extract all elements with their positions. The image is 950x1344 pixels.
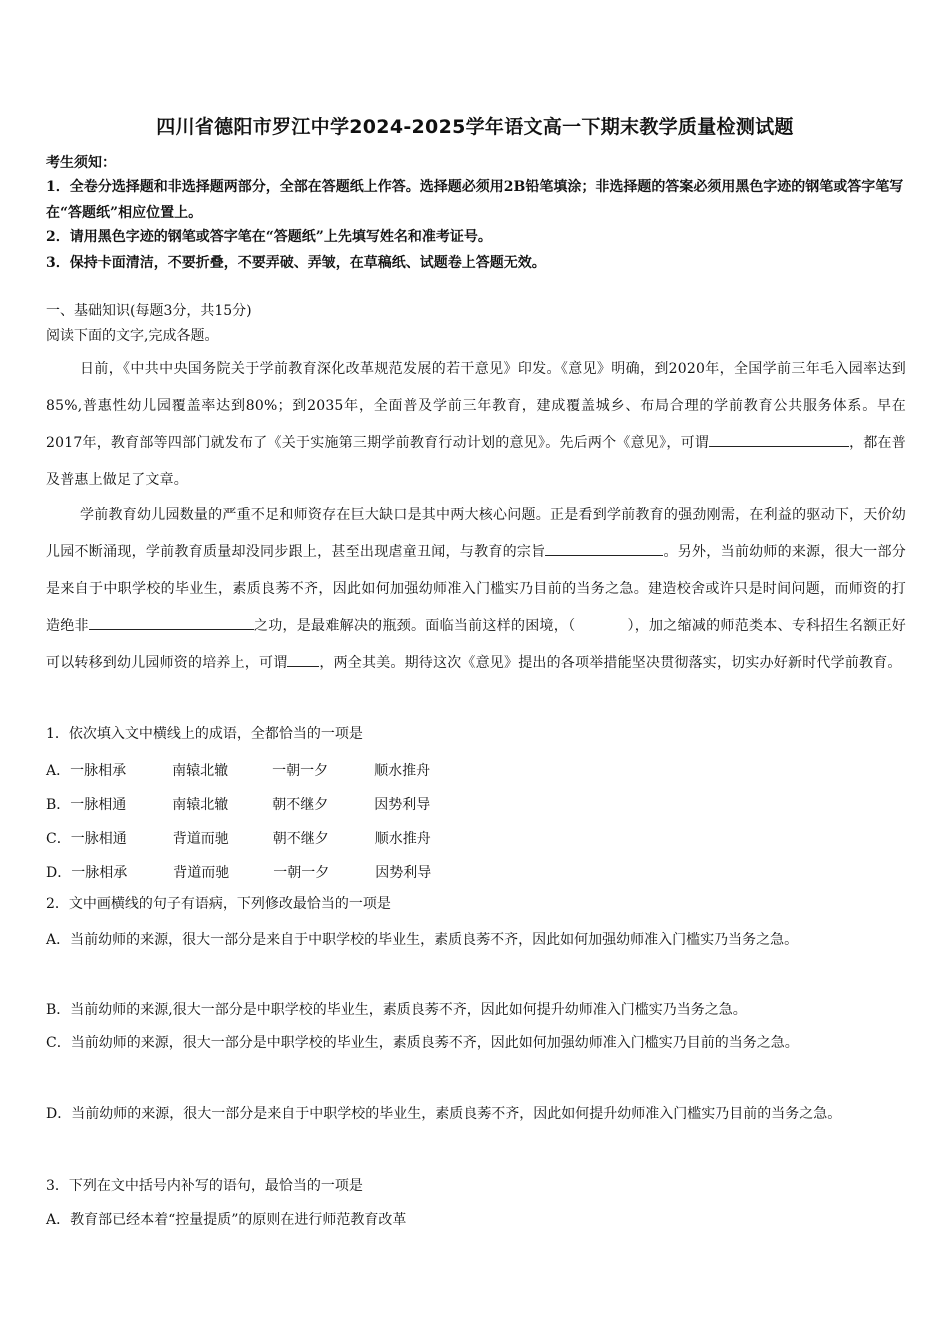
option-item: 一脉相通 (70, 797, 127, 813)
fill-blank-3 (89, 615, 254, 630)
question-2-option-a: A．当前幼师的来源，很大一部分是来自于中职学校的毕业生，素质良莠不齐，因此如何加强幼师准入门槛实乃当务之急。 (46, 932, 799, 948)
option-item: 一朝一夕 (272, 763, 329, 779)
option-item: 南辕北辙 (172, 797, 229, 813)
option-item: 因势利导 (374, 797, 431, 813)
passage-paragraph-2 (46, 497, 906, 682)
notice-item-3: 3．保持卡面清洁，不要折叠，不要弄破、弄皱，在草稿纸、试题卷上答题无效。 (46, 255, 546, 271)
option-label: C． (46, 831, 71, 847)
option-item: 一朝一夕 (273, 865, 330, 881)
option-item: 一脉相通 (70, 831, 127, 847)
notice-item-2: 2．请用黑色字迹的钢笔或答字笔在“答题纸”上先填写姓名和准考证号。 (46, 229, 492, 245)
question-2-option-c: C．当前幼师的来源，很大一部分是中职学校的毕业生，素质良莠不齐，因此如何加强幼师准入门槛实乃目前的当务之急。 (46, 1035, 799, 1051)
notice-item-1: 1．全卷分选择题和非选择题两部分，全部在答题纸上作答。选择题必须用2B铅笔填涂；非选择题的答案必须用黑色字迹的钢笔或答字笔写在“答题纸”相应位置上。 (46, 179, 904, 221)
fill-blank-2 (545, 541, 663, 556)
fill-blank-4 (287, 652, 319, 667)
option-item: 朝不继夕 (272, 831, 329, 847)
passage-text: 学前教育幼儿园数量的严重不足和师资存在巨大缺口是其中两大核心问题。正是看到学前教育的强劲刚需，在利益的驱动下，天价幼儿园不断涌现，学前教育质量却没同步跟上，甚至出现虐童丑闻，与教育的宗旨 (46, 507, 906, 560)
passage-text: ），加之缩减的师范类本、专科招生名额正好可以转移到幼儿园师资的培养上，可谓 (46, 618, 906, 671)
option-item: 背道而驰 (172, 831, 229, 847)
passage-text: 日前，《中共中央国务院关于学前教育深化改革规范发展的若干意见》印发。《意见》明确，到2020年，全国学前三年毛入园率达到85%,普惠性幼儿园覆盖率达到80%；到2035年，全面普及学前三年教育，建成覆盖城乡、布局合理的学前教育公共服务体系。早在2017年，教育部等四部门就发布了《关于实施第三期学前教育行动计划的意见》。先后两个《意见》，可谓 (46, 361, 906, 451)
question-1-option-d (46, 862, 431, 882)
passage-text: 。另外，当前幼师的来源，很大一部分是来自于中职学校的毕业生，素质良莠不齐，因此如何加强幼师准入门槛实乃目前的当务之急。建造校舍或许只是时间问题，而师资的打造绝非 (46, 544, 906, 634)
option-item: 一脉相承 (71, 865, 128, 881)
option-item: 南辕北辙 (172, 763, 229, 779)
section-instruction: 阅读下面的文字,完成各题。 (46, 328, 219, 344)
passage-paragraph-1 (46, 351, 906, 499)
question-2-option-b: B．当前幼师的来源,很大一部分是中职学校的毕业生，素质良莠不齐，因此如何提升幼师准入门槛实乃当务之急。 (46, 1002, 747, 1018)
option-item: 因势利导 (375, 865, 432, 881)
option-item: 顺水推舟 (374, 831, 431, 847)
option-label: A． (46, 763, 71, 779)
question-1-option-c (46, 828, 431, 848)
notice-heading: 考生须知： (46, 155, 116, 171)
option-label: D． (46, 865, 72, 881)
option-item: 顺水推舟 (374, 763, 431, 779)
question-3-option-a: A．教育部已经本着“控量提质”的原则在进行师范教育改革 (46, 1212, 407, 1228)
page-title: 四川省德阳市罗江中学2024-2025学年语文高一下期末教学质量检测试题 (156, 116, 794, 138)
question-1-stem: 1．依次填入文中横线上的成语，全都恰当的一项是 (46, 726, 363, 742)
question-2-option-d: D．当前幼师的来源，很大一部分是来自于中职学校的毕业生，素质良莠不齐，因此如何提升幼师准入门槛实乃目前的当务之急。 (46, 1106, 842, 1122)
fill-blank-1 (709, 432, 849, 447)
question-1-option-a (46, 760, 430, 780)
question-3-stem: 3．下列在文中括号内补写的语句，最恰当的一项是 (46, 1178, 363, 1194)
question-1-option-b (46, 794, 430, 814)
passage-text: 之功，是最难解决的瓶颈。面临当前这样的困境，（ (253, 618, 576, 634)
option-item: 一脉相承 (70, 763, 127, 779)
question-2-stem: 2．文中画横线的句子有语病，下列修改最恰当的一项是 (46, 896, 391, 912)
passage-text: ，都在普及普惠上做足了文章。 (46, 435, 906, 488)
option-item: 背道而驰 (173, 865, 230, 881)
option-item: 朝不继夕 (272, 797, 329, 813)
passage-text: ，两全其美。期待这次《意见》提出的各项举措能坚决贯彻落实，切实办好新时代学前教育。 (319, 655, 902, 671)
section-heading: 一、基础知识(每题3分，共15分) (46, 303, 252, 319)
option-label: B． (46, 797, 71, 813)
